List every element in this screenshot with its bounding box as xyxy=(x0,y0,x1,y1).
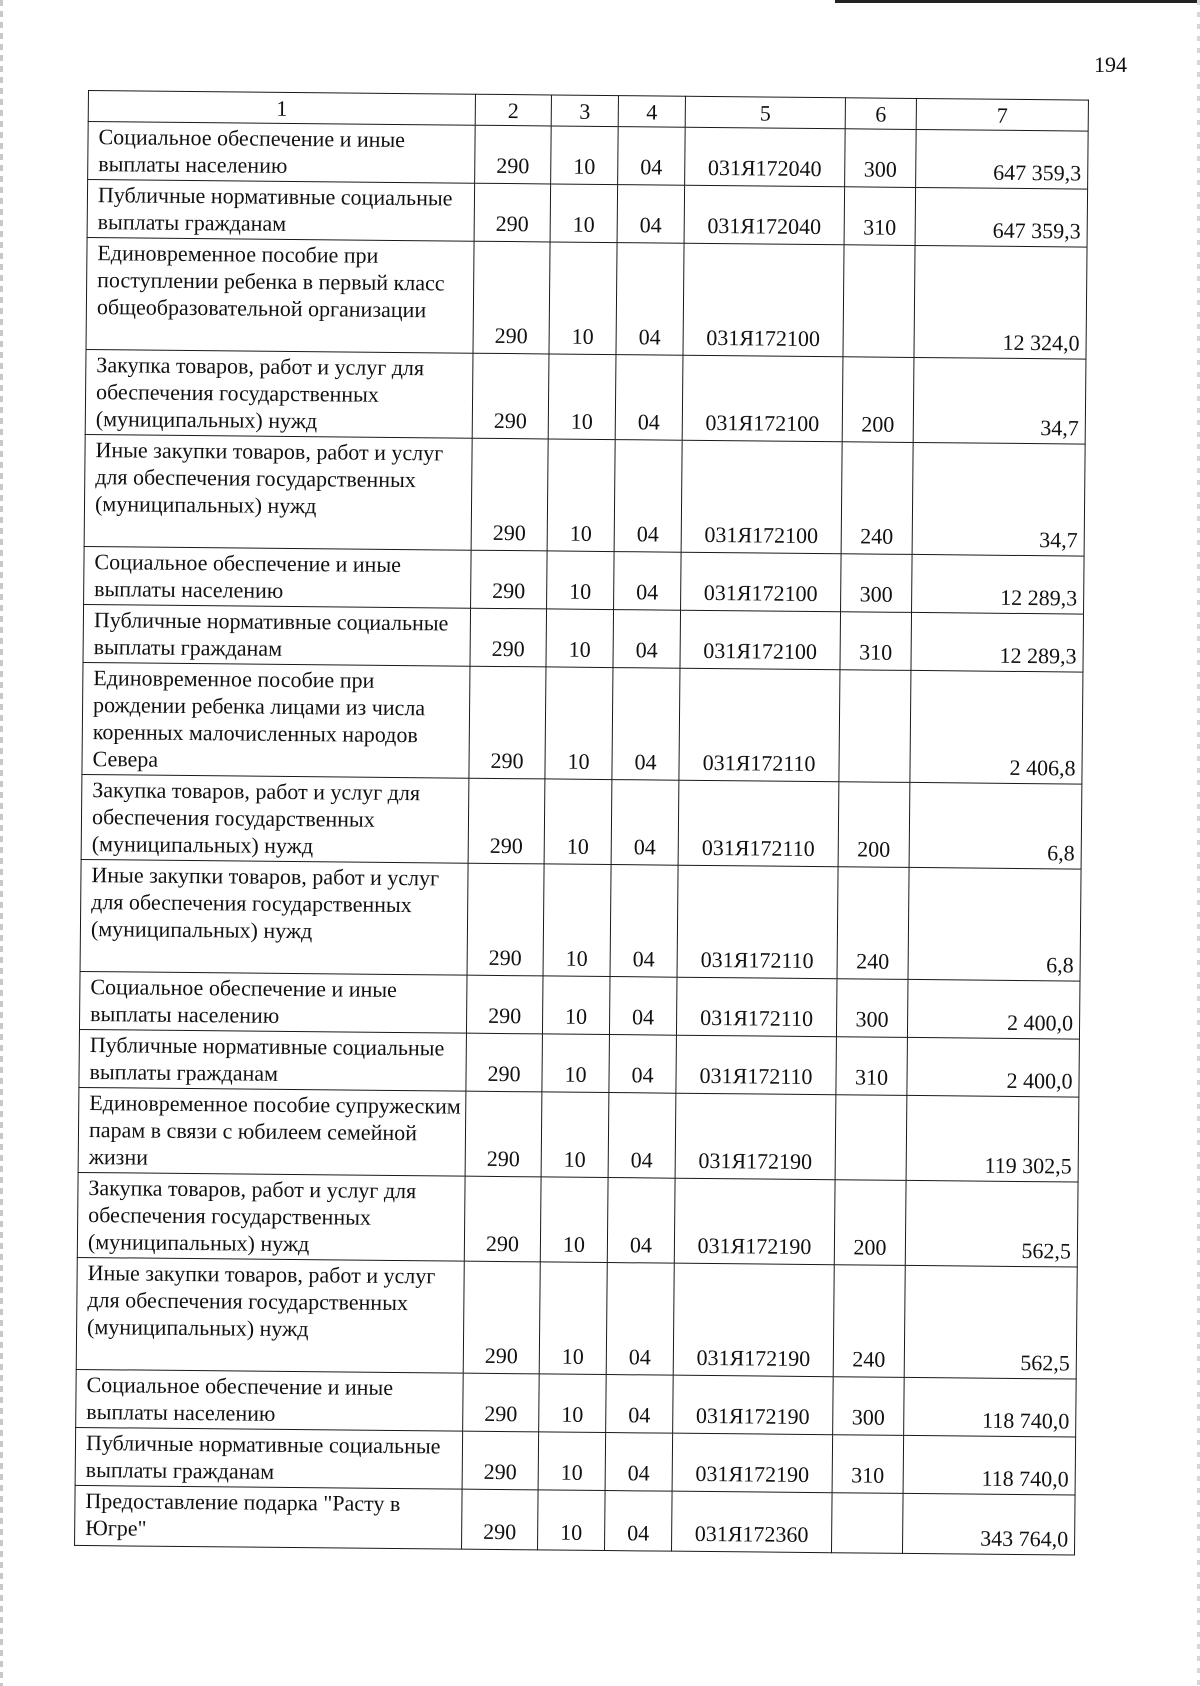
row-code-2: 290 xyxy=(472,353,549,439)
row-code-5: 031Я172190 xyxy=(674,1178,835,1265)
row-code-5: 031Я172100 xyxy=(682,355,843,442)
row-code-4: 04 xyxy=(618,127,686,186)
row-code-3: 10 xyxy=(548,354,616,440)
table-row xyxy=(86,237,1087,359)
row-name: Иные закупки товаров, работ и услуг для обеспечения государственных (муниципальных) нужд xyxy=(76,1257,464,1373)
row-name: Публичные нормативные социальные выплаты гражданам xyxy=(87,180,475,242)
row-code-5: 031Я172110 xyxy=(677,865,838,979)
row-code-6: 300 xyxy=(836,979,908,1038)
row-code-4: 04 xyxy=(611,780,679,866)
row-code-2: 290 xyxy=(465,1091,542,1177)
page-edge-left xyxy=(0,0,3,1686)
row-code-2: 290 xyxy=(462,1489,539,1550)
row-amount: 2 406,8 xyxy=(910,670,1083,784)
row-amount: 34,7 xyxy=(912,442,1085,556)
table-row xyxy=(76,1257,1077,1379)
row-code-6: 200 xyxy=(834,1180,906,1266)
row-amount: 12 289,3 xyxy=(911,612,1084,672)
table-row xyxy=(77,1172,1078,1267)
row-code-4: 04 xyxy=(613,610,681,669)
row-code-2: 290 xyxy=(463,1261,540,1374)
row-name: Единовременное пособие супружеским парам в связи с юбилеем семейной жизни xyxy=(78,1087,466,1176)
row-code-4: 04 xyxy=(616,243,684,356)
row-name: Закупка товаров, работ и услуг для обеспечения государственных (муниципальных) нужд xyxy=(85,349,473,438)
column-header-2: 2 xyxy=(475,94,551,126)
row-code-5: 031Я172100 xyxy=(680,610,841,670)
row-code-2: 290 xyxy=(466,975,543,1034)
row-amount: 6,8 xyxy=(909,782,1082,869)
row-code-2: 290 xyxy=(471,550,548,609)
row-code-2: 290 xyxy=(464,1176,541,1262)
row-name: Публичные нормативные социальные выплаты гражданам xyxy=(75,1427,463,1489)
row-code-6: 200 xyxy=(842,357,914,443)
row-amount: 34,7 xyxy=(913,357,1086,444)
row-code-3: 10 xyxy=(545,667,613,780)
row-code-2: 290 xyxy=(467,863,544,976)
table-row xyxy=(88,122,1089,190)
row-code-6 xyxy=(839,670,911,783)
row-code-3: 10 xyxy=(550,184,618,243)
row-code-3: 10 xyxy=(547,551,615,610)
row-amount: 562,5 xyxy=(905,1180,1078,1267)
table-row xyxy=(79,971,1080,1039)
row-code-4: 04 xyxy=(605,1491,673,1552)
row-amount: 2 400,0 xyxy=(907,979,1080,1039)
row-amount: 343 764,0 xyxy=(902,1493,1075,1555)
row-code-5: 031Я172110 xyxy=(676,977,837,1037)
row-code-2: 290 xyxy=(466,1033,543,1092)
row-code-4: 04 xyxy=(605,1433,673,1492)
table-row xyxy=(75,1427,1076,1495)
row-code-4: 04 xyxy=(614,440,682,553)
row-code-3: 10 xyxy=(549,242,617,355)
table-row xyxy=(87,180,1088,248)
row-code-6: 240 xyxy=(833,1265,905,1378)
table-row xyxy=(76,1369,1077,1437)
page-edge-top xyxy=(835,0,1200,3)
row-code-5: 031Я172100 xyxy=(681,440,842,554)
row-code-4: 04 xyxy=(606,1263,674,1376)
row-code-2: 290 xyxy=(471,438,548,551)
row-code-5: 031Я172110 xyxy=(678,780,839,867)
table-row xyxy=(84,434,1085,556)
row-name: Единовременное пособие при рождении ребенка лицами из числа коренных малочисленных народов Севера xyxy=(82,662,470,778)
row-code-5: 031Я172100 xyxy=(681,552,842,612)
row-amount: 647 359,3 xyxy=(915,187,1088,247)
column-header-1: 1 xyxy=(88,91,475,126)
row-code-3: 10 xyxy=(551,126,619,185)
row-code-4: 04 xyxy=(609,1035,677,1094)
table-row xyxy=(85,349,1086,444)
row-code-6: 300 xyxy=(845,129,917,188)
row-code-3: 10 xyxy=(546,609,614,668)
row-code-5: 031Я172360 xyxy=(672,1491,833,1553)
row-code-3: 10 xyxy=(541,1092,609,1178)
row-code-5: 031Я172110 xyxy=(679,668,840,782)
row-code-4: 04 xyxy=(614,552,682,611)
row-code-3: 10 xyxy=(544,779,612,865)
column-header-3: 3 xyxy=(551,95,618,127)
row-code-6: 310 xyxy=(840,612,912,671)
row-code-3: 10 xyxy=(543,864,611,977)
row-name: Социальное обеспечение и иные выплаты населению xyxy=(79,971,467,1033)
row-code-3: 10 xyxy=(539,1374,607,1433)
row-name: Социальное обеспечение и иные выплаты населению xyxy=(84,546,472,608)
row-amount: 118 740,0 xyxy=(903,1435,1076,1495)
row-code-4: 04 xyxy=(615,355,683,441)
row-code-5: 031Я172110 xyxy=(676,1035,837,1095)
row-code-6: 310 xyxy=(832,1435,904,1494)
row-code-3: 10 xyxy=(538,1432,606,1491)
table-row xyxy=(79,1029,1080,1097)
table-row xyxy=(78,1087,1079,1182)
row-name: Иные закупки товаров, работ и услуг для обеспечения государственных (муниципальных) нужд xyxy=(80,859,468,975)
row-code-6: 300 xyxy=(833,1377,905,1436)
row-code-3: 10 xyxy=(547,439,615,552)
row-code-3: 10 xyxy=(538,1490,606,1551)
row-code-3: 10 xyxy=(540,1177,608,1263)
row-code-4: 04 xyxy=(606,1375,674,1434)
row-code-3: 10 xyxy=(539,1262,607,1375)
table-row xyxy=(82,662,1083,784)
row-code-6: 240 xyxy=(837,867,909,980)
row-code-2: 290 xyxy=(462,1431,539,1490)
row-code-5: 031Я172040 xyxy=(684,185,845,245)
row-amount: 6,8 xyxy=(908,867,1081,981)
row-code-5: 031Я172190 xyxy=(675,1093,836,1180)
row-amount: 562,5 xyxy=(904,1265,1077,1379)
row-name: Публичные нормативные социальные выплаты гражданам xyxy=(79,1029,467,1091)
row-name: Предоставление подарка "Расту в Югре" xyxy=(75,1485,463,1549)
row-code-2: 290 xyxy=(463,1373,540,1432)
row-code-4: 04 xyxy=(612,668,680,781)
row-code-4: 04 xyxy=(609,977,677,1036)
page-number: 194 xyxy=(1094,52,1127,77)
table-row xyxy=(75,1485,1076,1555)
row-code-5: 031Я172040 xyxy=(685,127,846,187)
row-code-6: 240 xyxy=(841,442,913,555)
row-code-2: 290 xyxy=(468,778,545,864)
row-code-5: 031Я172100 xyxy=(683,243,844,357)
row-code-4: 04 xyxy=(617,185,685,244)
row-code-2: 290 xyxy=(469,666,546,779)
row-code-6: 300 xyxy=(841,554,913,613)
row-code-4: 04 xyxy=(608,1093,676,1179)
column-header-4: 4 xyxy=(618,96,685,128)
row-name: Закупка товаров, работ и услуг для обеспечения государственных (муниципальных) нужд xyxy=(77,1172,465,1261)
row-name: Социальное обеспечение и иные выплаты населению xyxy=(88,122,476,184)
column-header-6: 6 xyxy=(845,98,916,130)
row-name: Социальное обеспечение и иные выплаты населению xyxy=(76,1369,464,1431)
row-code-6 xyxy=(831,1493,903,1554)
row-code-4: 04 xyxy=(607,1178,675,1264)
row-amount: 119 302,5 xyxy=(906,1095,1079,1182)
row-code-6 xyxy=(843,245,915,358)
table-row xyxy=(83,604,1084,672)
column-header-7: 7 xyxy=(916,98,1088,131)
row-name: Иные закупки товаров, работ и услуг для обеспечения государственных (муниципальных) нужд xyxy=(84,434,472,550)
row-code-5: 031Я172190 xyxy=(673,1263,834,1377)
row-amount: 118 740,0 xyxy=(904,1377,1077,1437)
budget-table-wrap xyxy=(74,90,1088,1556)
row-code-2: 290 xyxy=(473,241,550,354)
row-code-2: 290 xyxy=(474,183,551,242)
row-name: Публичные нормативные социальные выплаты гражданам xyxy=(83,604,471,666)
row-name: Закупка товаров, работ и услуг для обеспечения государственных (муниципальных) нужд xyxy=(81,774,469,863)
table-row xyxy=(84,546,1085,614)
budget-table xyxy=(74,90,1089,1556)
row-code-6: 310 xyxy=(844,187,916,246)
row-amount: 12 324,0 xyxy=(914,245,1087,359)
row-amount: 647 359,3 xyxy=(916,129,1089,189)
row-name: Единовременное пособие при поступлении ребенка в первый класс общеобразовательной организации xyxy=(86,237,474,353)
row-code-6: 200 xyxy=(838,782,910,868)
row-code-3: 10 xyxy=(542,976,610,1035)
row-amount: 12 289,3 xyxy=(912,554,1085,614)
row-code-6: 310 xyxy=(836,1037,908,1096)
table-row xyxy=(81,774,1082,869)
row-code-5: 031Я172190 xyxy=(673,1375,834,1435)
table-row xyxy=(80,859,1081,981)
row-code-3: 10 xyxy=(542,1034,610,1093)
row-code-2: 290 xyxy=(470,608,547,667)
row-amount: 2 400,0 xyxy=(907,1037,1080,1097)
row-code-6 xyxy=(835,1095,907,1181)
row-code-4: 04 xyxy=(610,865,678,978)
row-code-2: 290 xyxy=(475,125,552,184)
row-code-5: 031Я172190 xyxy=(672,1433,833,1493)
column-header-5: 5 xyxy=(685,96,845,129)
